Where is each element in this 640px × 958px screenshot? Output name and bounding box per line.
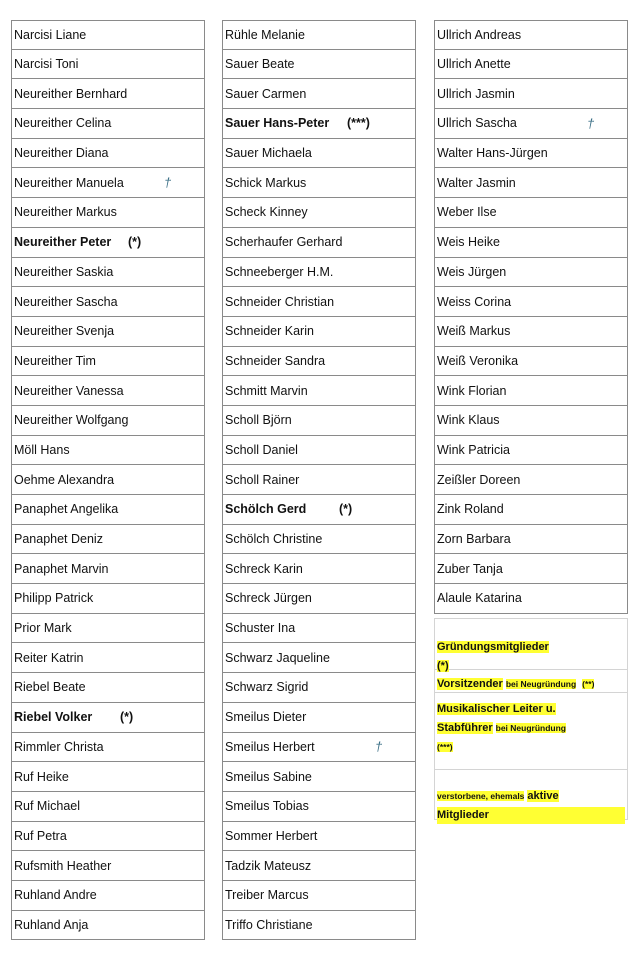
member-name: Weiss Corina — [437, 294, 512, 309]
member-name: Rimmler Christa — [14, 739, 104, 754]
member-name: Walter Hans-Jürgen — [437, 146, 548, 161]
member-row — [434, 168, 628, 198]
member-name: Sauer Hans-Peter — [225, 116, 330, 131]
member-row — [11, 347, 205, 377]
member-name: Schreck Karin — [225, 561, 303, 576]
member-row — [434, 198, 628, 228]
member-row — [11, 851, 205, 881]
member-name: Scheck Kinney — [225, 205, 308, 220]
member-name: Ruf Petra — [14, 828, 67, 843]
member-row — [434, 79, 628, 109]
member-row — [222, 762, 416, 792]
member-row — [434, 436, 628, 466]
member-column-2 — [222, 20, 416, 940]
legend-founding — [434, 618, 628, 670]
member-row — [222, 703, 416, 733]
member-name: Ullrich Jasmin — [437, 86, 515, 101]
member-row — [434, 525, 628, 555]
member-name: Riebel Volker — [14, 710, 93, 725]
member-name: Ruf Heike — [14, 769, 69, 784]
member-row — [222, 139, 416, 169]
member-name: Panaphet Deniz — [14, 532, 103, 547]
member-name: Schwarz Sigrid — [225, 680, 309, 695]
legend-chair-marker: (**) — [582, 679, 595, 689]
member-name: Schreck Jürgen — [225, 591, 312, 606]
member-row — [11, 525, 205, 555]
member-row — [222, 79, 416, 109]
legend-deceased-text-3: Mitglieder — [437, 807, 625, 824]
member-name: Ruhland Anja — [14, 917, 89, 932]
member-name: Neureither Markus — [14, 205, 117, 220]
member-name: Neureither Tim — [14, 353, 96, 368]
member-name: Neureither Peter — [14, 235, 112, 250]
member-name: Schölch Christine — [225, 532, 323, 547]
member-name: Schölch Gerd — [225, 502, 307, 517]
member-column-3 — [434, 20, 628, 614]
member-row — [11, 554, 205, 584]
member-row — [11, 168, 205, 198]
member-row — [434, 109, 628, 139]
member-row — [222, 465, 416, 495]
deceased-cross-icon: † — [375, 739, 383, 755]
member-row — [222, 376, 416, 406]
member-row — [222, 525, 416, 555]
member-row — [434, 347, 628, 377]
member-name: Narcisi Toni — [14, 57, 79, 72]
member-row — [222, 851, 416, 881]
member-name: Rühle Melanie — [225, 27, 305, 42]
member-name: Narcisi Liane — [14, 27, 87, 42]
legend-music-note: bei Neugründung — [495, 723, 566, 733]
member-row — [222, 347, 416, 377]
member-column-1 — [11, 20, 205, 940]
member-name: Sauer Michaela — [225, 146, 312, 161]
member-name: Schneeberger H.M. — [225, 264, 334, 279]
member-row — [222, 614, 416, 644]
member-row — [434, 495, 628, 525]
legend-founding-marker: (*) — [437, 660, 449, 672]
member-row — [11, 673, 205, 703]
member-name: Smeilus Dieter — [225, 710, 307, 725]
member-name: Philipp Patrick — [14, 591, 94, 606]
member-name: Neureither Saskia — [14, 264, 114, 279]
member-row — [222, 20, 416, 50]
member-name: Ullrich Andreas — [437, 27, 522, 42]
member-name: Möll Hans — [14, 442, 70, 457]
member-row — [11, 881, 205, 911]
member-name: Schwarz Jaqueline — [225, 650, 330, 665]
member-row — [222, 406, 416, 436]
member-row — [11, 465, 205, 495]
member-row — [222, 584, 416, 614]
member-name: Riebel Beate — [14, 680, 86, 695]
member-name: Weber Ilse — [437, 205, 497, 220]
member-row — [434, 228, 628, 258]
member-name: Weis Heike — [437, 235, 500, 250]
member-name: Smeilus Tobias — [225, 799, 309, 814]
legend-founding-label: Gründungsmitglieder — [437, 641, 549, 653]
legend-deceased — [434, 770, 628, 820]
member-row — [11, 792, 205, 822]
member-row — [434, 465, 628, 495]
member-row — [222, 287, 416, 317]
member-name: Weis Jürgen — [437, 264, 507, 279]
member-name: Neureither Sascha — [14, 294, 118, 309]
member-row — [11, 495, 205, 525]
member-name: Scholl Rainer — [225, 472, 300, 487]
member-name: Zorn Barbara — [437, 532, 511, 547]
member-role-marker: (***) — [347, 116, 370, 131]
member-name: Ullrich Anette — [437, 57, 511, 72]
member-name: Schneider Sandra — [225, 353, 326, 368]
member-row — [222, 495, 416, 525]
member-name: Panaphet Marvin — [14, 561, 109, 576]
member-row — [222, 436, 416, 466]
member-row — [11, 317, 205, 347]
deceased-cross-icon: † — [164, 175, 172, 191]
member-row — [222, 168, 416, 198]
member-row — [434, 20, 628, 50]
member-name: Schneider Karin — [225, 324, 314, 339]
member-row — [11, 50, 205, 80]
member-name: Sauer Carmen — [225, 86, 307, 101]
member-row — [11, 198, 205, 228]
member-name: Ruf Michael — [14, 799, 80, 814]
member-name: Neureither Bernhard — [14, 86, 128, 101]
legend-chair — [434, 670, 628, 693]
member-name: Wink Patricia — [437, 442, 510, 457]
legend-music-label-1: Musikalischer Leiter u. — [437, 703, 556, 715]
member-row — [222, 317, 416, 347]
deceased-cross-icon: † — [587, 115, 595, 131]
member-name: Smeilus Herbert — [225, 739, 315, 754]
member-row — [222, 881, 416, 911]
member-name: Panaphet Angelika — [14, 502, 119, 517]
member-name: Sommer Herbert — [225, 828, 318, 843]
member-name: Neureither Wolfgang — [14, 413, 129, 428]
member-role-marker: (*) — [339, 502, 353, 517]
member-row — [11, 139, 205, 169]
member-row — [11, 762, 205, 792]
member-name: Treiber Marcus — [225, 888, 309, 903]
member-row — [11, 643, 205, 673]
member-name: Triffo Christiane — [225, 917, 313, 932]
member-row — [222, 911, 416, 941]
member-row — [434, 584, 628, 614]
member-row — [222, 198, 416, 228]
member-row — [434, 317, 628, 347]
member-row — [222, 822, 416, 852]
member-row — [11, 614, 205, 644]
member-row — [11, 733, 205, 763]
member-row — [11, 20, 205, 50]
legend-music-label-2: Stabführer — [437, 722, 493, 734]
member-name: Schneider Christian — [225, 294, 335, 309]
member-row — [222, 643, 416, 673]
member-name: Smeilus Sabine — [225, 769, 312, 784]
member-name: Zink Roland — [437, 502, 504, 517]
member-name: Scherhaufer Gerhard — [225, 235, 343, 250]
member-row — [222, 554, 416, 584]
legend-music — [434, 693, 628, 770]
member-row — [11, 584, 205, 614]
legend-deceased-text-2: aktive — [527, 790, 559, 802]
member-name: Rufsmith Heather — [14, 858, 112, 873]
member-name: Ullrich Sascha — [437, 116, 517, 131]
member-name: Weiß Markus — [437, 324, 511, 339]
member-role-marker: (*) — [128, 235, 142, 250]
member-row — [11, 436, 205, 466]
member-name: Scholl Björn — [225, 413, 292, 428]
member-name: Zuber Tanja — [437, 561, 503, 576]
member-row — [434, 139, 628, 169]
member-row — [434, 287, 628, 317]
legend — [434, 618, 628, 820]
member-name: Zeißler Doreen — [437, 472, 521, 487]
member-row — [11, 406, 205, 436]
member-row — [222, 792, 416, 822]
member-name: Reiter Katrin — [14, 650, 84, 665]
member-row — [11, 822, 205, 852]
member-name: Neureither Celina — [14, 116, 112, 131]
member-name: Neureither Manuela — [14, 175, 124, 190]
member-name: Wink Florian — [437, 383, 507, 398]
member-row — [434, 50, 628, 80]
legend-deceased-text-1: verstorbene, ehemals — [437, 791, 525, 801]
member-row — [222, 109, 416, 139]
member-name: Sauer Beate — [225, 57, 295, 72]
member-row — [11, 703, 205, 733]
member-row — [11, 258, 205, 288]
member-role-marker: (*) — [120, 710, 134, 725]
member-name: Neureither Svenja — [14, 324, 115, 339]
legend-chair-label: Vorsitzender — [437, 678, 503, 690]
member-row — [434, 376, 628, 406]
member-row — [434, 406, 628, 436]
member-name: Wink Klaus — [437, 413, 500, 428]
member-row — [11, 228, 205, 258]
member-name: Ruhland Andre — [14, 888, 97, 903]
member-row — [11, 376, 205, 406]
member-row — [434, 258, 628, 288]
member-row — [222, 673, 416, 703]
member-row — [222, 228, 416, 258]
member-name: Prior Mark — [14, 621, 72, 636]
member-row — [11, 79, 205, 109]
member-name: Walter Jasmin — [437, 175, 516, 190]
member-name: Neureither Diana — [14, 146, 109, 161]
member-row — [222, 733, 416, 763]
member-name: Schick Markus — [225, 175, 307, 190]
member-name: Schuster Ina — [225, 621, 296, 636]
legend-music-marker: (***) — [437, 742, 453, 752]
member-name: Tadzik Mateusz — [225, 858, 312, 873]
member-name: Neureither Vanessa — [14, 383, 124, 398]
legend-chair-note: bei Neugründung — [505, 679, 577, 689]
member-row — [434, 554, 628, 584]
member-name: Scholl Daniel — [225, 442, 298, 457]
member-row — [11, 911, 205, 941]
member-row — [222, 258, 416, 288]
member-name: Schmitt Marvin — [225, 383, 308, 398]
member-name: Oehme Alexandra — [14, 472, 115, 487]
member-name: Alaule Katarina — [437, 591, 522, 606]
member-row — [11, 287, 205, 317]
member-row — [222, 50, 416, 80]
member-row — [11, 109, 205, 139]
member-name: Weiß Veronika — [437, 353, 519, 368]
